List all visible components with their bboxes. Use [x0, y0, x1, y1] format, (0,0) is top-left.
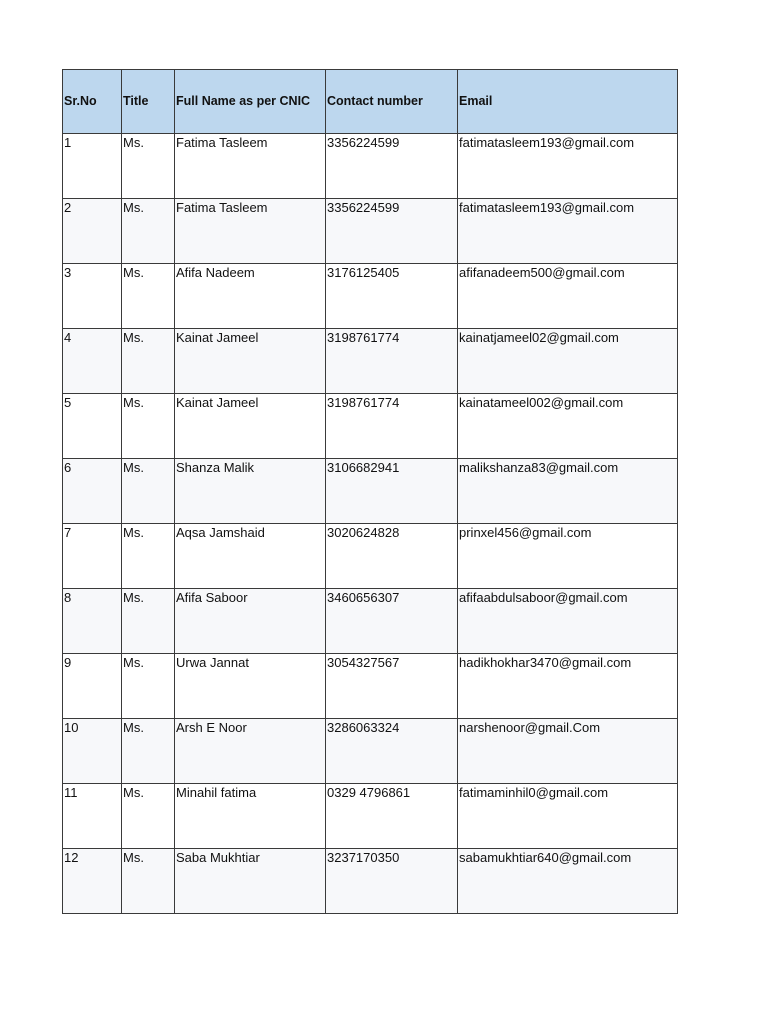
cell-full-name: Saba Mukhtiar — [175, 849, 326, 914]
header-title: Title — [122, 70, 175, 134]
cell-full-name: Minahil fatima — [175, 784, 326, 849]
cell-sr-no: 9 — [63, 654, 122, 719]
cell-title: Ms. — [122, 589, 175, 654]
cell-title: Ms. — [122, 524, 175, 589]
cell-full-name: Afifa Saboor — [175, 589, 326, 654]
table-header — [63, 70, 678, 134]
cell-email: kainatameel002@gmail.com — [458, 394, 678, 459]
cell-email: prinxel456@gmail.com — [458, 524, 678, 589]
table-row — [63, 199, 678, 264]
header-sr-no: Sr.No — [63, 70, 122, 134]
cell-title: Ms. — [122, 264, 175, 329]
cell-full-name: Kainat Jameel — [175, 329, 326, 394]
cell-full-name: Kainat Jameel — [175, 394, 326, 459]
participant-table — [62, 69, 678, 914]
cell-sr-no: 6 — [63, 459, 122, 524]
cell-email: afifanadeem500@gmail.com — [458, 264, 678, 329]
table-row — [63, 394, 678, 459]
cell-contact-number: 3106682941 — [326, 459, 458, 524]
cell-title: Ms. — [122, 329, 175, 394]
table-row — [63, 784, 678, 849]
cell-title: Ms. — [122, 849, 175, 914]
table-row — [63, 654, 678, 719]
cell-sr-no: 10 — [63, 719, 122, 784]
cell-sr-no: 2 — [63, 199, 122, 264]
header-row — [63, 70, 678, 134]
cell-full-name: Shanza Malik — [175, 459, 326, 524]
cell-full-name: Arsh E Noor — [175, 719, 326, 784]
cell-full-name: Afifa Nadeem — [175, 264, 326, 329]
cell-title: Ms. — [122, 654, 175, 719]
header-email: Email — [458, 70, 678, 134]
cell-email: fatimatasleem193@gmail.com — [458, 199, 678, 264]
table-row — [63, 849, 678, 914]
cell-contact-number: 3176125405 — [326, 264, 458, 329]
cell-full-name: Fatima Tasleem — [175, 199, 326, 264]
header-contact-number: Contact number — [326, 70, 458, 134]
cell-contact-number: 3460656307 — [326, 589, 458, 654]
cell-sr-no: 11 — [63, 784, 122, 849]
cell-title: Ms. — [122, 394, 175, 459]
cell-sr-no: 3 — [63, 264, 122, 329]
cell-contact-number: 3356224599 — [326, 199, 458, 264]
cell-sr-no: 7 — [63, 524, 122, 589]
cell-sr-no: 8 — [63, 589, 122, 654]
cell-email: hadikhokhar3470@gmail.com — [458, 654, 678, 719]
cell-contact-number: 3237170350 — [326, 849, 458, 914]
cell-email: kainatjameel02@gmail.com — [458, 329, 678, 394]
table-body — [63, 134, 678, 914]
cell-email: fatimatasleem193@gmail.com — [458, 134, 678, 199]
cell-sr-no: 1 — [63, 134, 122, 199]
table-row — [63, 719, 678, 784]
cell-email: fatimaminhil0@gmail.com — [458, 784, 678, 849]
cell-sr-no: 12 — [63, 849, 122, 914]
cell-full-name: Fatima Tasleem — [175, 134, 326, 199]
participant-sheet — [62, 69, 678, 914]
cell-title: Ms. — [122, 719, 175, 784]
table-row — [63, 329, 678, 394]
cell-sr-no: 4 — [63, 329, 122, 394]
cell-contact-number: 3020624828 — [326, 524, 458, 589]
cell-full-name: Aqsa Jamshaid — [175, 524, 326, 589]
cell-contact-number: 3054327567 — [326, 654, 458, 719]
cell-email: afifaabdulsaboor@gmail.com — [458, 589, 678, 654]
cell-title: Ms. — [122, 134, 175, 199]
cell-title: Ms. — [122, 199, 175, 264]
cell-title: Ms. — [122, 784, 175, 849]
cell-sr-no: 5 — [63, 394, 122, 459]
table-row — [63, 459, 678, 524]
cell-email: malikshanza83@gmail.com — [458, 459, 678, 524]
cell-contact-number: 3198761774 — [326, 394, 458, 459]
cell-contact-number: 3286063324 — [326, 719, 458, 784]
cell-email: sabamukhtiar640@gmail.com — [458, 849, 678, 914]
cell-contact-number: 3198761774 — [326, 329, 458, 394]
cell-contact-number: 3356224599 — [326, 134, 458, 199]
table-row — [63, 264, 678, 329]
cell-email: narshenoor@gmail.Com — [458, 719, 678, 784]
table-row — [63, 134, 678, 199]
header-full-name: Full Name as per CNIC — [175, 70, 326, 134]
cell-full-name: Urwa Jannat — [175, 654, 326, 719]
table-row — [63, 524, 678, 589]
cell-contact-number: 0329 4796861 — [326, 784, 458, 849]
table-row — [63, 589, 678, 654]
cell-title: Ms. — [122, 459, 175, 524]
